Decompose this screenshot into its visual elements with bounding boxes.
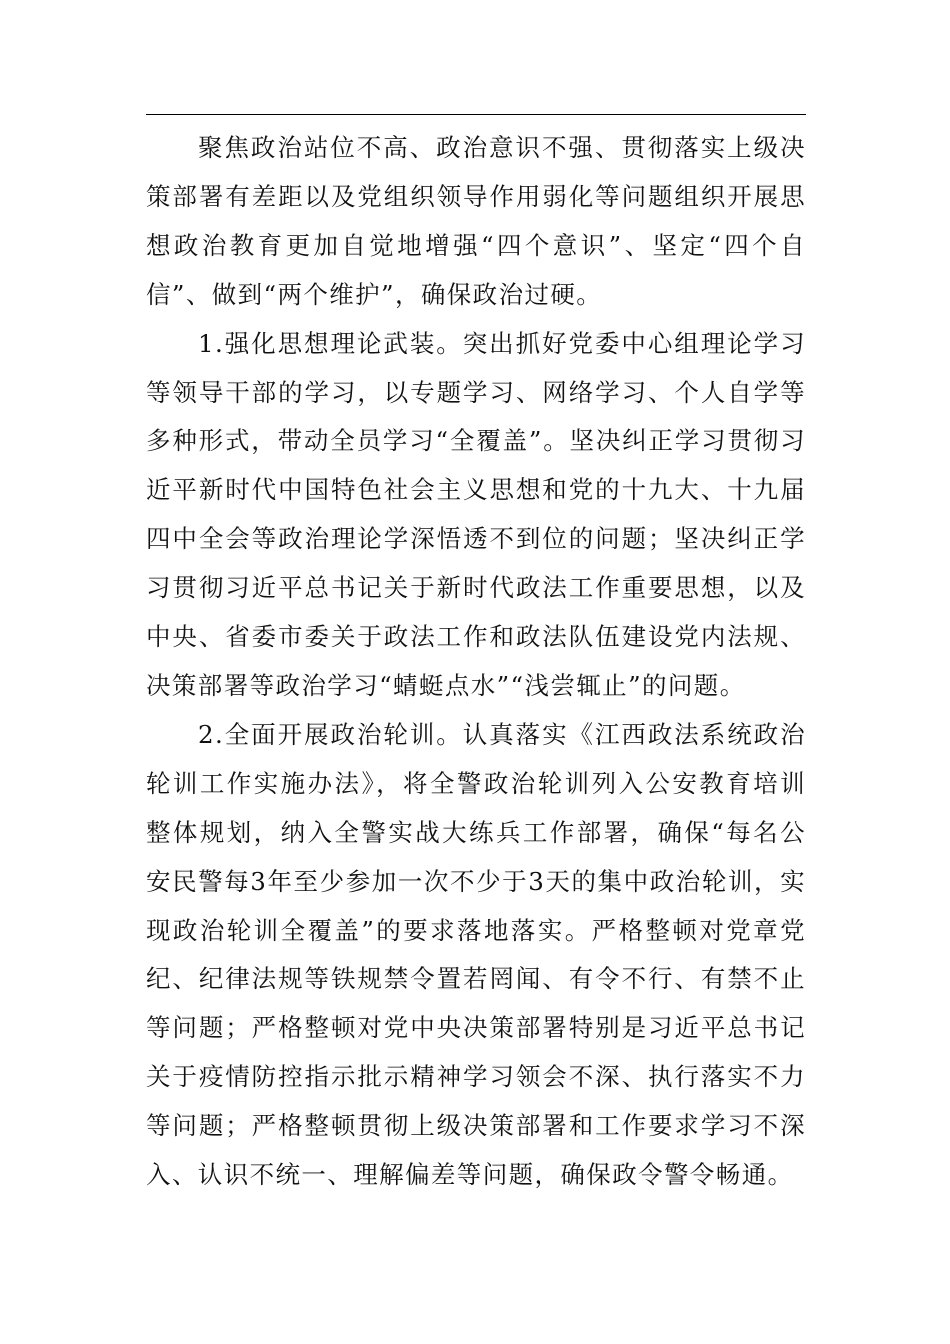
paragraph-political-training: 2.全面开展政治轮训。认真落实《江西政法系统政治轮训工作实施办法》，将全警政治轮训列入公安教育培训整体规划，纳入全警实战大练兵工作部署，确保“每名公安民警每3年至少参加一次不少于3天的集中政治轮训，实现政治轮训全覆盖”的要求落地落实。严格整顿对党章党纪、纪律法规等铁规禁令置若罔闻、有令不行、有禁不止等问题；严格整顿对党中央决策部署特别是习近平总书记关于疫情防控指示批示精神学习领会不深、执行落实不力等问题；严格整顿贯彻上级决策部署和工作要求学习不深入、认识不统一、理解偏差等问题，确保政令警令畅通。 bbox=[146, 719, 806, 1190]
paragraph-theory-study: 1.强化思想理论武装。突出抓好党委中心组理论学习等领导干部的学习，以专题学习、网络学习、个人自学等多种形式，带动全员学习“全覆盖”。坚决纠正学习贯彻习近平新时代中国特色社会主义思想和党的十九大、十九届四中全会等政治理论学深悟透不到位的问题；坚决纠正学习贯彻习近平总书记关于新时代政法工作重要思想，以及中央、省委市委关于政法工作和政法队伍建设党内法规、决策部署等政治学习“蜻蜓点水”“浅尝辄止”的问题。 bbox=[146, 328, 806, 700]
paragraph-intro: 聚焦政治站位不高、政治意识不强、贯彻落实上级决策部署有差距以及党组织领导作用弱化等问题组织开展思想政治教育更加自觉地增强“四个意识”、坚定“四个自信”、做到“两个维护”，确保政治过硬。 bbox=[146, 133, 806, 309]
header-rule bbox=[146, 114, 806, 115]
document-body bbox=[146, 124, 806, 1200]
